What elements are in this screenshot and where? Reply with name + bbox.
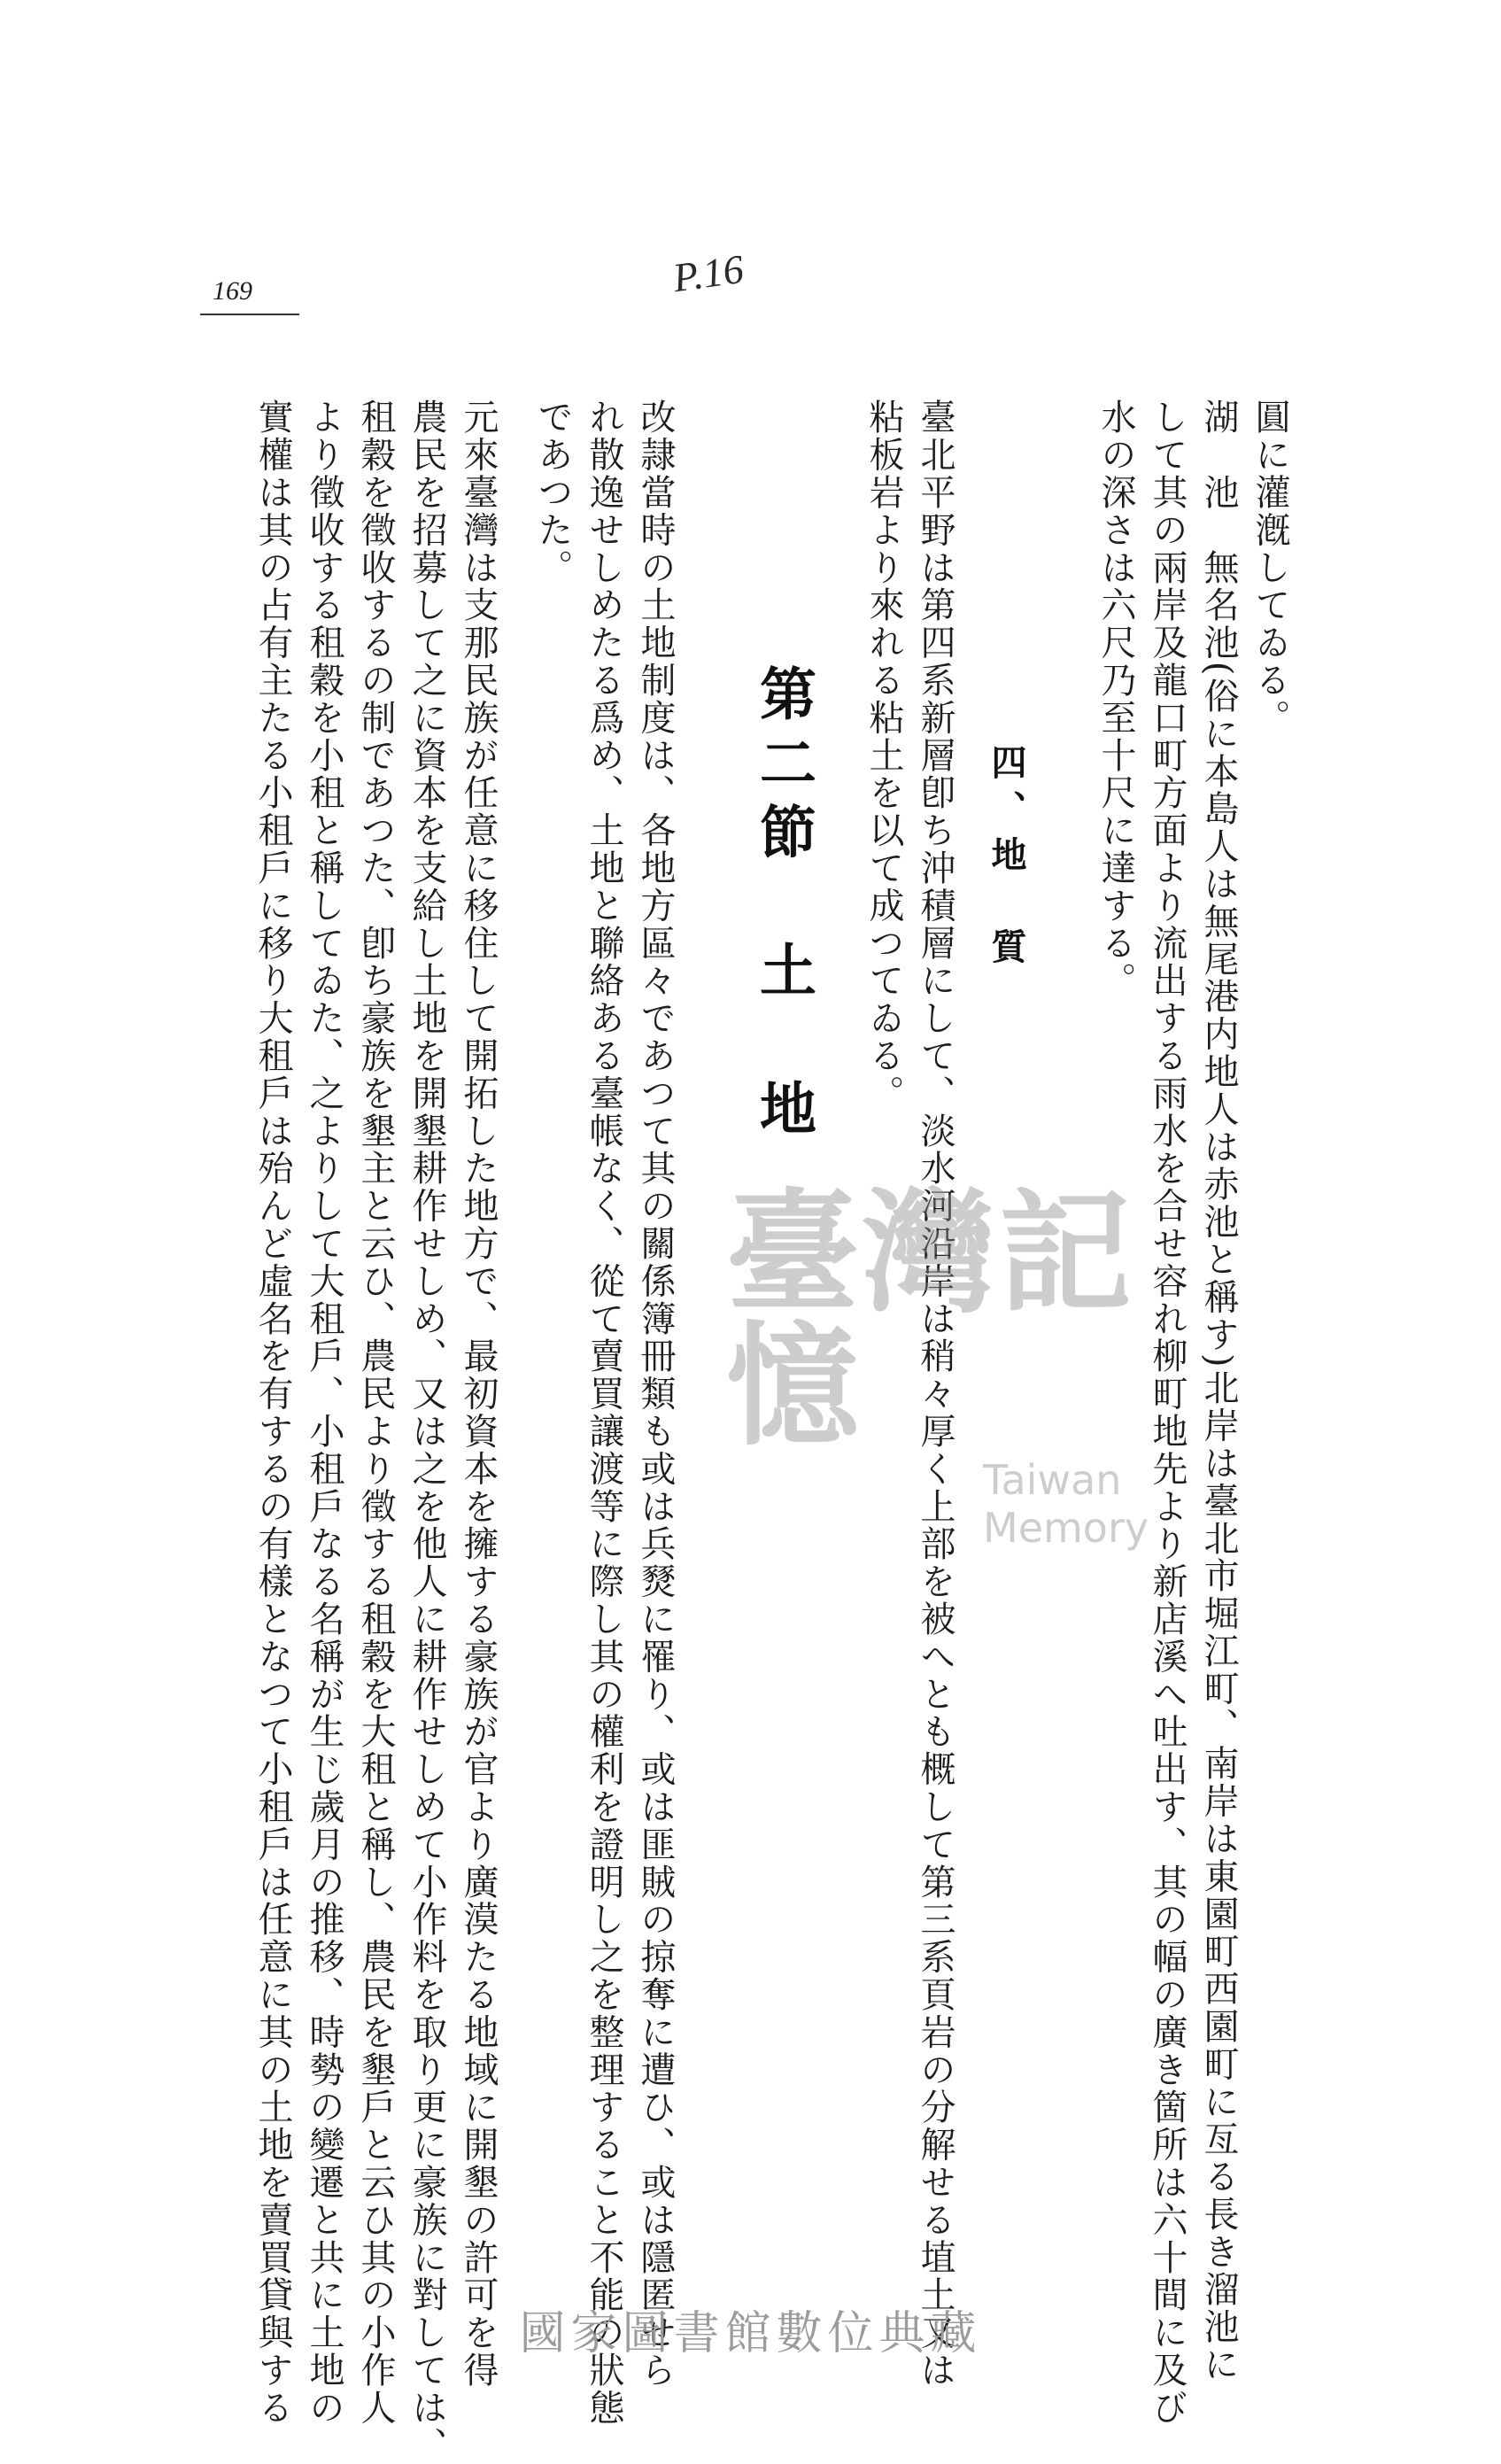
text-column: 水の深さは六尺乃至十尺に達する。 [1095, 399, 1136, 1000]
text-column: より徵收する租穀を小租と稱してゐた、之よりして大租戶、小租戶なる名稱が生じ歲月の推移、時勢の變遷と共に土地の [304, 399, 344, 2427]
text-column: 租穀を徵收するの制であつた、卽ち豪族を墾主と云ひ、農民より徵する租穀を大租と稱し、農民を墾戶と云ひ其の小作人 [355, 399, 396, 2427]
text-column: 臺北平野は第四系新層卽ち沖積層にして、淡水河沿岸は稍々厚く上部を被へとも概して第三系頁岩の分解せる埴土又は [915, 399, 956, 2390]
watermark-cjk: 臺灣記憶 [726, 1175, 1136, 1464]
footer-credit: 國家圖書館數位典藏 [519, 2307, 982, 2360]
subsection-heading: 四、地 質 [986, 744, 1027, 974]
handwritten-mark: P.16 [669, 245, 747, 301]
text-column: 農民を招募して之に資本を支給し土地を開墾耕作せしめ、又は之を他人に耕作せしめて小作料を取り更に豪族に對しては、 [406, 399, 447, 2464]
page-number-rule [200, 314, 299, 315]
section-heading: 第二節 土 地 [750, 664, 816, 1148]
page-number: 169 [213, 276, 252, 306]
text-column: 湖 池 無名池(俗に本島人は無尾港内地人は赤池と稱す)北岸は臺北市堀江町、南岸は東園町西園町に亙る長き溜池に [1198, 399, 1239, 2383]
text-column: して其の兩岸及龍口町方面より流出する雨水を合せ容れ柳町地先より新店溪へ吐出す、其の幅の廣き箇所は六十間に及び [1147, 399, 1188, 2427]
text-column: 粘板岩より來れる粘土を以て成つてゐる。 [863, 399, 904, 1112]
text-column: 改隷當時の土地制度は、各地方區々であつて其の關係簿冊類も或は兵燹に罹り、或は匪賊の掠奪に遭ひ、或は隱匿せら [635, 399, 676, 2390]
text-column: 元來臺灣は支那民族が任意に移住して開拓した地方で、最初資本を擁する豪族が官より廣漠たる地域に開墾の許可を得 [458, 399, 499, 2390]
watermark-en: Taiwan Memory [983, 1456, 1149, 1552]
text-column: れ散逸せしめたる爲め、土地と聯絡ある臺帳なく、從て賣買讓渡等に際し其の權利を證明し之を整理すること不能の狀態 [584, 399, 624, 2427]
text-column: 圓に灌漑してゐる。 [1250, 399, 1290, 737]
text-column: であつた。 [532, 399, 573, 586]
text-column: 實權は其の占有主たる小租戶に移り大租戶は殆んど虛名を有するの有樣となつて小租戶は任意に其の土地を賣買貸與する [252, 399, 293, 2427]
